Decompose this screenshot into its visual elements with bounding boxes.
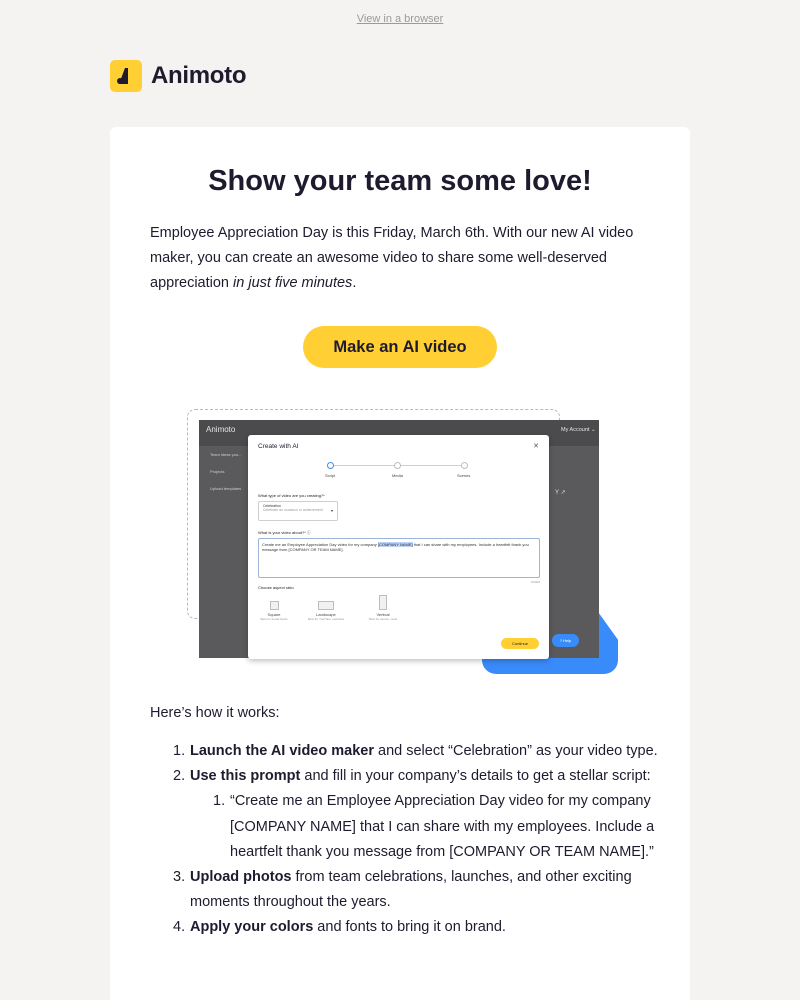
brand-logo[interactable]	[110, 60, 246, 92]
step-label: Scenes	[457, 473, 471, 478]
step-dot	[394, 462, 401, 469]
list-item	[150, 739, 660, 764]
step-text: and fill in your company’s details to get a stellar script:	[300, 768, 651, 785]
app-y-mark: Y ↗	[555, 490, 566, 496]
headline: Show your team some love!	[208, 165, 592, 197]
caret-down-icon: ▾	[330, 508, 333, 513]
intro-end: .	[352, 275, 357, 291]
vertical-aspect-icon	[379, 595, 387, 610]
aspect-option-landscape	[306, 601, 346, 621]
aspect-desc: Best for stories, reels	[368, 617, 398, 621]
step-bold: Use this prompt	[190, 768, 301, 785]
aspect-name: Vertical	[376, 612, 390, 617]
step-dot	[327, 462, 334, 469]
create-with-ai-modal	[248, 435, 549, 659]
how-it-works-heading: Here’s how it works:	[150, 705, 280, 721]
aspect-option-vertical	[363, 595, 403, 621]
prompt-before: Create me an Employee Appreciation Day video for my company	[262, 542, 378, 547]
intro-text: Employee Appreciation Day is this Friday, March 6th. With our new AI video maker, you can create an awesome video to share some well-deserved appreciation	[150, 225, 634, 291]
char-count: 0/2000	[530, 580, 540, 584]
aspect-name: Square	[267, 612, 281, 617]
video-type-value: Celebration	[263, 504, 281, 508]
modal-title: Create with AI	[258, 443, 299, 450]
landscape-aspect-icon	[318, 601, 334, 610]
step-label: Media	[392, 473, 403, 478]
step-label: Script	[325, 473, 336, 478]
step-text: and select “Celebration” as your video type.	[373, 743, 658, 759]
list-number: 2.	[173, 768, 186, 785]
aspect-ratio-label: Choose aspect ratio	[258, 585, 294, 590]
list-item	[150, 915, 660, 940]
ai-video-maker-screenshot[interactable]	[186, 408, 620, 676]
sub-list-item	[150, 789, 660, 865]
prompt-text: “Create me an Employee Appreciation Day video for my company [COMPANY NAME] that I can share with my employees. Include a heartfelt thank you message from [COMPANY OR TEAM NAME].”	[230, 793, 655, 860]
step-bold: Upload photos	[190, 869, 292, 886]
brand-name: Animoto	[151, 62, 247, 89]
prompt-highlight: [COMPANY NAME]	[377, 542, 413, 547]
close-icon: ✕	[533, 443, 539, 450]
step-dot	[461, 462, 468, 469]
step-bold: Apply your colors	[190, 919, 314, 936]
video-about-label: What is your video about?* ⓘ	[258, 530, 311, 535]
aspect-option-square	[254, 601, 294, 621]
app-sidebar-item: Projects	[210, 469, 225, 474]
list-item	[150, 764, 660, 789]
aspect-desc: Best for YouTube, websites	[307, 617, 345, 621]
video-type-select	[258, 501, 338, 521]
view-in-browser-link[interactable]: View in a browser	[356, 13, 444, 25]
app-account-menu: My Account ⌄	[561, 427, 596, 433]
intro-emphasis: in just five minutes	[233, 275, 353, 291]
list-number: 1.	[173, 743, 186, 759]
aspect-name: Landscape	[316, 612, 336, 617]
animoto-logo-icon	[110, 60, 142, 92]
list-number: 4.	[173, 919, 186, 936]
step-text: from team celebrations, launches, and other exciting moments throughout the years.	[190, 869, 632, 911]
sub-list-number: 1.	[213, 793, 226, 810]
app-logo: Animoto	[206, 425, 236, 434]
step-text: and fonts to bring it on brand.	[313, 919, 506, 936]
video-type-label: What type of video are you creating?*	[258, 493, 325, 498]
video-type-sub: Celebrate an occasion or achievement	[263, 508, 323, 512]
list-number: 3.	[173, 869, 186, 886]
square-aspect-icon	[270, 601, 279, 610]
email-card	[110, 127, 690, 1000]
steps-list	[150, 739, 660, 941]
app-sidebar-item: Team ideas you...	[210, 452, 242, 457]
make-ai-video-button[interactable]: Make an AI video	[303, 326, 497, 368]
list-item	[150, 865, 660, 915]
aspect-desc: Best for social feeds	[260, 617, 288, 621]
app-sidebar-item: Upload templates	[210, 486, 242, 491]
step-bold[interactable]: Launch the AI video maker	[190, 743, 374, 759]
prompt-textarea	[258, 538, 540, 578]
intro-paragraph	[150, 221, 660, 296]
help-button: ? Help	[552, 634, 579, 647]
prompt-after: that I can share with my employees. Include a heartfelt thank you message from [COMPANY OR TEAM NAME].	[262, 542, 529, 552]
continue-button: Continue	[501, 638, 539, 649]
